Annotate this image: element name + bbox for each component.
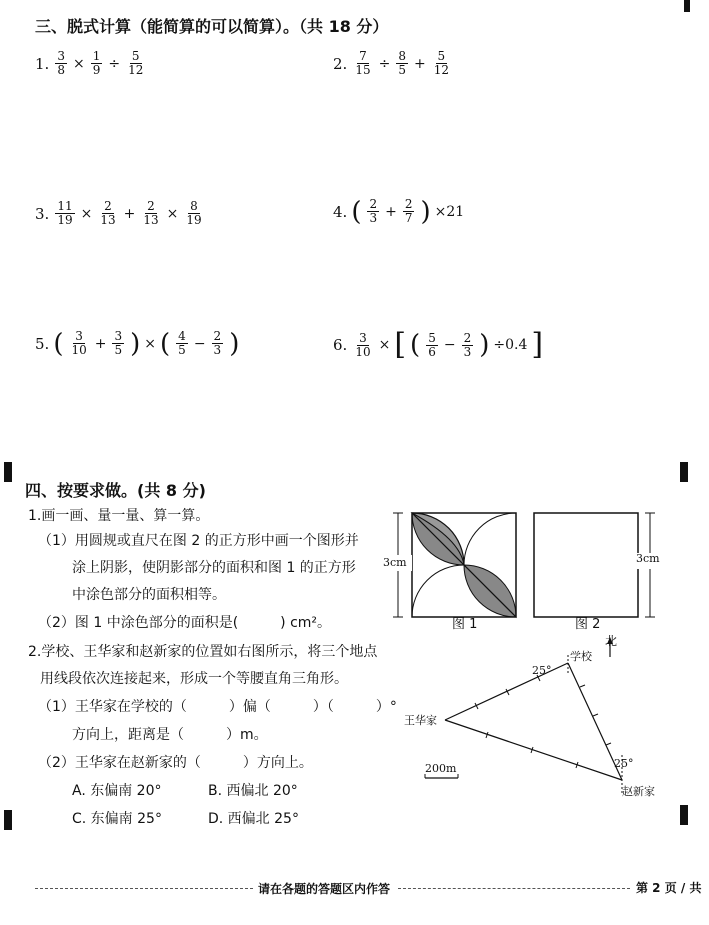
problem-number: 6. [333,336,348,354]
angle-top: 25° [532,664,552,677]
fraction: $\frac{5}{12}$ [433,49,449,77]
problem-2 [333,50,453,77]
problem-1 [35,50,147,77]
problem-4 [333,198,464,225]
q2-2: （2）王华家在赵新家的（ ）方向上。 [38,755,313,771]
zhao-label: 赵新家 [622,785,655,798]
left-paren: ( [160,328,171,359]
fraction: $\frac{3}{10}$ [355,330,371,359]
scan-mark-left-bottom [4,810,12,830]
option-d: D. 西偏北 25° [208,811,299,827]
q2-line1: 2.学校、王华家和赵新家的位置如右图所示，将三个地点 [28,644,378,660]
fraction: $\frac{2}{3}$ [463,330,472,359]
right-paren: ) [130,328,141,359]
problem-3 [35,200,206,227]
fig2-dimension: 3cm [636,552,660,565]
right-bracket: ] [531,327,544,362]
tail-expression: ×21 [434,203,465,220]
option-a: A. 东偏南 20° [72,783,162,799]
fraction: $\frac{3}{10}$ [71,329,87,357]
q1-title: 1.画一画、量一量、算一算。 [28,508,210,524]
fraction: $\frac{3}{5}$ [114,329,123,357]
left-paren: ( [410,330,421,360]
q2-line2: 用线段依次连接起来，形成一个等腰直角三角形。 [40,671,348,687]
segment-wang-zhao [445,720,622,780]
operator: × [378,337,391,353]
left-bracket: [ [394,327,407,362]
tail-expression: ÷0.4 [493,337,528,353]
operator: − [193,335,206,352]
scan-mark-right-top [684,0,690,12]
fraction: $\frac{5}{6}$ [428,330,436,359]
right-paren: ) [479,330,490,360]
q1-1-line1: （1）用圆规或直尺在图 2 的正方形中画一个图形并 [38,533,359,549]
school-label: 学校 [570,650,592,663]
operator: × [80,205,93,222]
operator: + [123,205,136,222]
fig1-dimension: 3cm [383,556,407,569]
fig2-label: 图 2 [575,617,601,632]
fraction: $\frac{2}{7}$ [404,197,413,225]
section4-title: 四、按要求做。(共 8 分) [25,481,206,500]
problem-number: 3. [35,204,50,223]
footer-dash-right [398,888,630,889]
angle-bottom: 25° [614,757,634,770]
q1-1-line2: 涂上阴影，使阴影部分的面积和图 1 的正方形 [72,560,356,576]
figure-2 [534,513,667,617]
operator: × [166,205,179,222]
operator: + [94,335,107,352]
problem-number: 1. [35,54,50,73]
scan-mark-left [4,462,12,482]
q2-1-line2: 方向上，距离是（ ）m。 [72,727,268,743]
problem-number: 5. [35,334,50,353]
fraction: $\frac{8}{5}$ [398,49,406,77]
scale-label: 200m [425,762,457,775]
scan-mark-right-bottom [680,805,688,825]
fraction: $\frac{7}{15}$ [355,49,371,77]
fraction: $\frac{2}{13}$ [100,199,116,227]
fraction: $\frac{8}{19}$ [186,199,202,227]
section3-title: 三、脱式计算（能简算的可以简算）。（共 18 分） [35,17,389,36]
problem-number: 4. [333,202,348,221]
problem-6 [333,327,544,362]
fraction: $\frac{4}{5}$ [178,329,186,357]
fig1-label: 图 1 [452,617,478,632]
fraction: $\frac{2}{3}$ [213,329,222,357]
fraction: $\frac{2}{13}$ [143,199,159,227]
fraction: $\frac{5}{12}$ [128,49,144,77]
fraction: $\frac{3}{8}$ [57,49,65,77]
q1-1-line3: 中涂色部分的面积相等。 [72,587,226,603]
footer-dash-left [35,888,253,889]
operator: + [385,203,397,220]
operator: + [413,55,426,72]
fraction: $\frac{1}{9}$ [92,49,101,77]
footer-instruction: 请在各题的答题区内作答 [258,882,391,896]
fraction: $\frac{2}{3}$ [369,197,378,225]
page-number: 第 2 页 / 共 [636,881,702,895]
north-label: 北 [605,634,618,648]
option-c: C. 东偏南 25° [72,811,162,827]
operator: − [443,337,456,353]
right-paren: ) [420,196,431,227]
option-b: B. 西偏北 20° [208,783,298,799]
scan-mark-right [680,462,688,482]
q2-1-line1: （1）王华家在学校的（ ）偏（ ）（ ）° [38,699,397,715]
left-paren: ( [351,196,362,227]
problem-5 [35,330,239,357]
fraction: $\frac{11}{19}$ [57,199,73,227]
right-paren: ) [229,328,240,359]
wang-label: 王华家 [404,714,437,727]
q1-2: （2）图 1 中涂色部分的面积是( ) cm²。 [38,615,332,631]
operator: ÷ [108,55,121,72]
operator: × [144,335,157,352]
location-map [400,635,700,805]
operator: ÷ [378,55,391,72]
left-paren: ( [53,328,64,359]
problem-number: 2. [333,54,348,73]
figures-1-2 [382,505,667,630]
operator: × [72,55,85,72]
